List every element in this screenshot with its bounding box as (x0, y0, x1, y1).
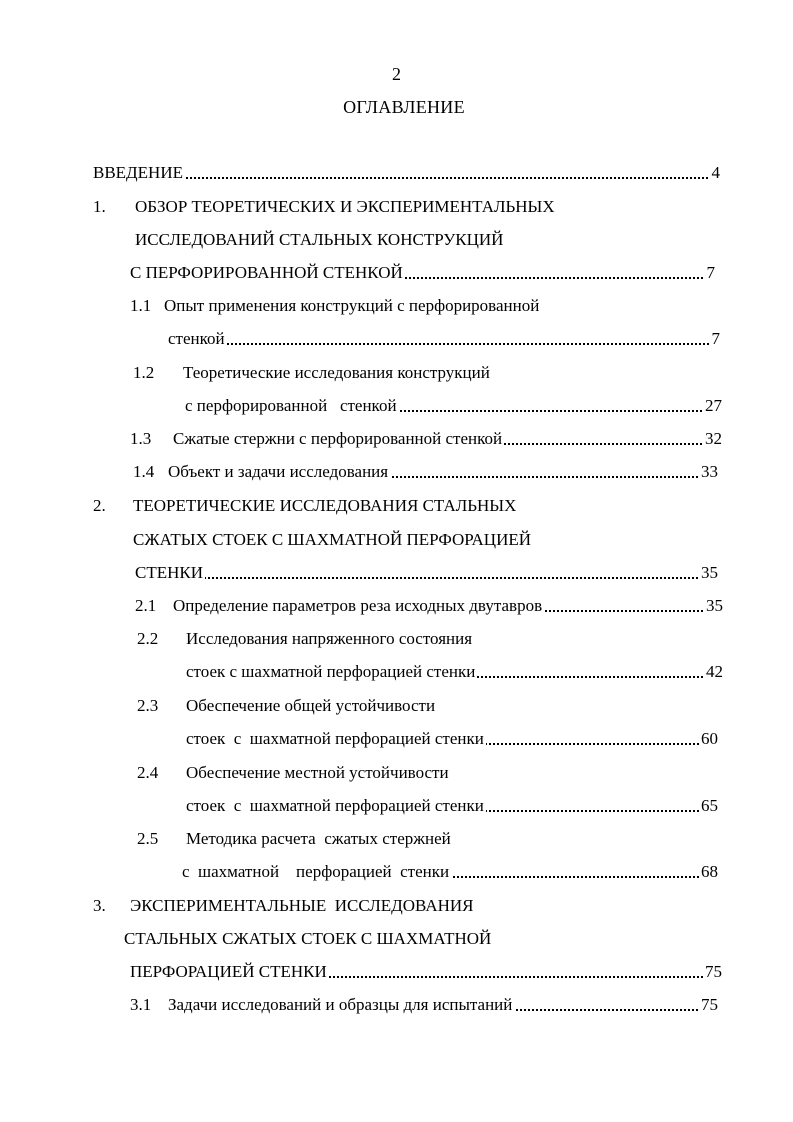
toc-page-number: 65 (701, 796, 718, 815)
toc-page-number: 42 (706, 662, 723, 681)
toc-entry-label: Определение параметров реза исходных двутавров (173, 596, 543, 615)
section-number: 2.5 (137, 829, 159, 848)
chapter-title-line: ИССЛЕДОВАНИЙ СТАЛЬНЫХ КОНСТРУКЦИЙ (135, 230, 504, 249)
toc-entry-section-3-1[interactable] (168, 995, 718, 1015)
toc-entry-section-1-3[interactable] (173, 429, 722, 449)
toc-page-number: 68 (701, 862, 718, 881)
section-number: 1.2 (133, 363, 155, 382)
toc-page-number: 75 (701, 995, 718, 1014)
toc-page-number: 7 (706, 263, 715, 282)
toc-entry-label: с перфорированной стенкой (185, 396, 397, 415)
toc-page-number: 35 (706, 596, 723, 615)
toc-entry-intro[interactable] (93, 163, 720, 183)
chapter-title-line: СТАЛЬНЫХ СЖАТЫХ СТОЕК С ШАХМАТНОЙ (124, 929, 492, 948)
chapter-title-line: СЖАТЫХ СТОЕК С ШАХМАТНОЙ ПЕРФОРАЦИЕЙ (133, 530, 532, 549)
toc-entry-label: Задачи исследований и образцы для испытаний (168, 995, 513, 1014)
toc-page-number: 4 (711, 163, 720, 182)
toc-page-number: 27 (705, 396, 722, 415)
toc-page-number: 32 (705, 429, 722, 448)
toc-entry-chapter-3[interactable] (130, 962, 722, 982)
toc-entry-label: стоек с шахматной перфорацией стенки (186, 729, 484, 748)
page-number: 2 (392, 64, 401, 84)
section-number: 1.4 (133, 462, 155, 481)
chapter-title-line: ОБЗОР ТЕОРЕТИЧЕСКИХ И ЭКСПЕРИМЕНТАЛЬНЫХ (135, 197, 555, 216)
section-title-line: Исследования напряженного состояния (186, 629, 473, 648)
toc-entry-section-2-5[interactable] (182, 862, 718, 882)
toc-entry-label: ПЕРФОРАЦИЕЙ СТЕНКИ (130, 962, 327, 981)
toc-entry-section-2-2[interactable] (186, 662, 723, 682)
section-title-line: Опыт применения конструкций с перфорированной (164, 296, 540, 315)
toc-entry-label: стенкой (168, 329, 225, 348)
toc-entry-section-2-4[interactable] (186, 796, 718, 816)
chapter-title-line: ЭКСПЕРИМЕНТАЛЬНЫЕ ИССЛЕДОВАНИЯ (130, 896, 474, 915)
toc-entry-label: с шахматной перфорацией стенки (182, 862, 450, 881)
chapter-number: 2. (93, 496, 106, 515)
toc-entry-label: ВВЕДЕНИЕ (93, 163, 183, 182)
dot-leader (135, 577, 718, 579)
toc-entry-label: стоек с шахматной перфорацией стенки (186, 662, 476, 681)
toc-entry-label: Сжатые стержни с перфорированной стенкой (173, 429, 503, 448)
toc-page-number: 7 (711, 329, 720, 348)
toc-entry-label: Объект и задачи исследования (168, 462, 389, 481)
toc-page-number: 35 (701, 563, 718, 582)
toc-entry-section-1-4[interactable] (168, 462, 718, 482)
section-number: 2.3 (137, 696, 159, 715)
section-number: 1.1 (130, 296, 152, 315)
section-number: 2.2 (137, 629, 159, 648)
section-number: 2.1 (135, 596, 157, 615)
section-number: 2.4 (137, 763, 159, 782)
chapter-title-line: ТЕОРЕТИЧЕСКИЕ ИССЛЕДОВАНИЯ СТАЛЬНЫХ (133, 496, 517, 515)
toc-entry-chapter-2[interactable] (135, 563, 718, 583)
dot-leader (93, 177, 720, 179)
section-title-line: Теоретические исследования конструкций (183, 363, 490, 382)
toc-entry-section-2-3[interactable] (186, 729, 718, 749)
toc-entry-label: стоек с шахматной перфорацией стенки (186, 796, 484, 815)
section-title-line: Методика расчета сжатых стержней (186, 829, 451, 848)
toc-entry-section-2-1[interactable] (173, 596, 723, 616)
toc-entry-section-1-2[interactable] (185, 396, 722, 416)
section-number: 3.1 (130, 995, 152, 1014)
page-title: ОГЛАВЛЕНИЕ (343, 97, 465, 117)
toc-page-number: 33 (701, 462, 718, 481)
chapter-number: 1. (93, 197, 106, 216)
section-title-line: Обеспечение местной устойчивости (186, 763, 449, 782)
dot-leader (168, 343, 720, 345)
toc-page-number: 60 (701, 729, 718, 748)
toc-entry-label: СТЕНКИ (135, 563, 203, 582)
toc-entry-chapter-1[interactable] (130, 263, 715, 283)
toc-entry-label: С ПЕРФОРИРОВАННОЙ СТЕНКОЙ (130, 263, 403, 282)
toc-page-number: 75 (705, 962, 722, 981)
chapter-number: 3. (93, 896, 106, 915)
section-title-line: Обеспечение общей устойчивости (186, 696, 436, 715)
toc-entry-section-1-1[interactable] (168, 329, 720, 349)
section-number: 1.3 (130, 429, 152, 448)
